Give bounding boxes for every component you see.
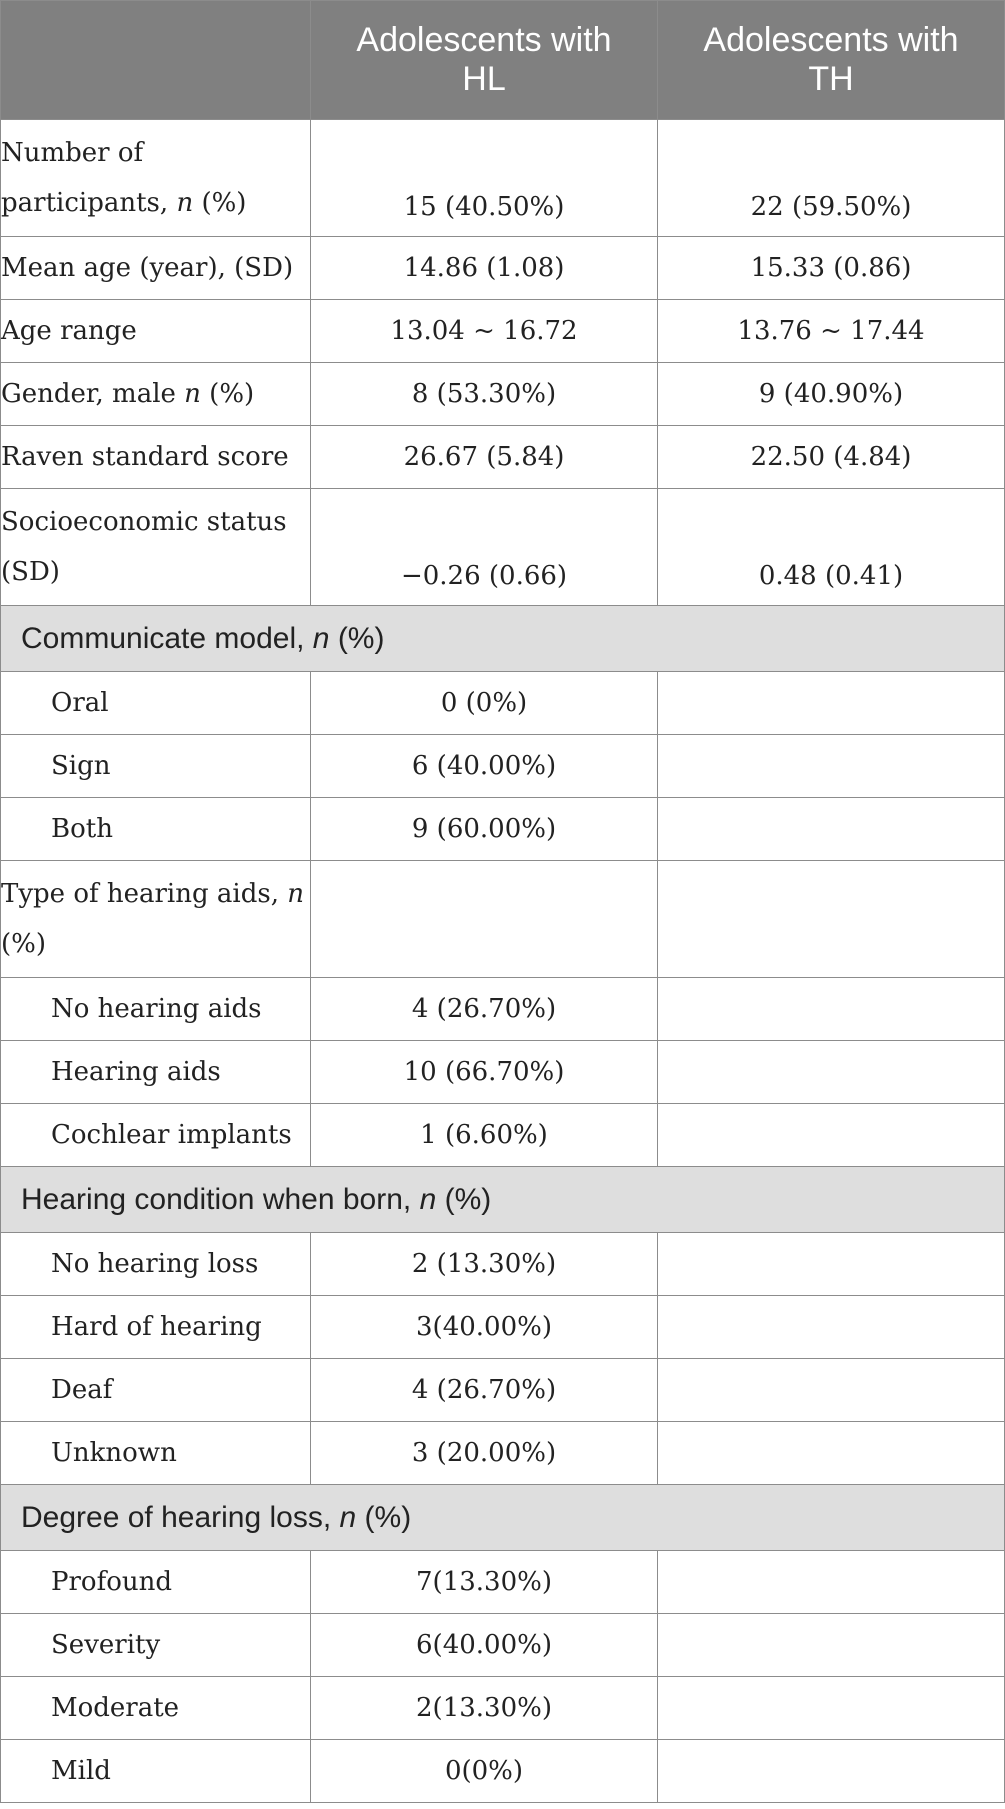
table-row: [1, 798, 1005, 861]
row-label: Mild: [1, 1740, 311, 1803]
row-label: Sign: [1, 735, 311, 798]
row-th: [658, 1296, 1005, 1359]
row-th: [658, 1104, 1005, 1167]
row-hl: 3(40.00%): [311, 1296, 658, 1359]
row-label: Hard of hearing: [1, 1296, 311, 1359]
ses-hl: −0.26 (0.66): [311, 489, 658, 606]
row-hl: 2(13.30%): [311, 1677, 658, 1740]
ses-th: 0.48 (0.41): [658, 489, 1005, 606]
age-range-th: 13.76 ~ 17.44: [658, 300, 1005, 363]
table-row: [1, 1740, 1005, 1803]
row-label: Severity: [1, 1614, 311, 1677]
hearing-aids-title-a: Type of hearing aids,: [1, 879, 288, 909]
participants-label-n: n: [176, 188, 194, 218]
row-hl: 4 (26.70%): [311, 978, 658, 1041]
table-row: [1, 1551, 1005, 1614]
communicate-section-title: [1, 606, 1005, 672]
row-label: Unknown: [1, 1422, 311, 1485]
mean-age-th: 15.33 (0.86): [658, 237, 1005, 300]
section-title-text: Degree of hearing loss,: [21, 1500, 340, 1534]
row-th: [658, 861, 1005, 978]
ses-label-b: (SD): [1, 557, 60, 587]
row-hl: 10 (66.70%): [311, 1041, 658, 1104]
raven-hl: 26.67 (5.84): [311, 426, 658, 489]
participants-th: 22 (59.50%): [658, 120, 1005, 237]
gender-hl: 8 (53.30%): [311, 363, 658, 426]
table-row: [1, 735, 1005, 798]
table-row: [1, 1296, 1005, 1359]
table-row: [1, 489, 1005, 606]
section-header: [1, 1485, 1005, 1551]
table-row: [1, 1677, 1005, 1740]
row-th: [658, 1233, 1005, 1296]
row-th: [658, 1551, 1005, 1614]
gender-label-c: (%): [200, 379, 255, 409]
row-hl: 3 (20.00%): [311, 1422, 658, 1485]
row-label: No hearing loss: [1, 1233, 311, 1296]
row-label: Profound: [1, 1551, 311, 1614]
row-th: [658, 1422, 1005, 1485]
table-row: [1, 1233, 1005, 1296]
section-title-text: Communicate model,: [21, 621, 313, 655]
degree-section-title: [1, 1485, 1005, 1551]
row-label: Cochlear implants: [1, 1104, 311, 1167]
row-label: Hearing aids: [1, 1041, 311, 1104]
table-row: [1, 237, 1005, 300]
table-row: [1, 1422, 1005, 1485]
row-th: [658, 1041, 1005, 1104]
header-hl-line1: Adolescents with: [356, 21, 612, 59]
gender-label-n: n: [184, 379, 201, 409]
raven-th: 22.50 (4.84): [658, 426, 1005, 489]
row-th: [658, 978, 1005, 1041]
row-th: [658, 672, 1005, 735]
header-th-line1: Adolescents with: [703, 21, 959, 59]
gender-th: 9 (40.90%): [658, 363, 1005, 426]
table-row: [1, 672, 1005, 735]
table-row: [1, 363, 1005, 426]
born-section-title: [1, 1167, 1005, 1233]
table-row: [1, 1104, 1005, 1167]
header-row: [1, 1, 1005, 120]
row-hl: 0 (0%): [311, 672, 658, 735]
mean-age-label: Mean age (year), (SD): [1, 237, 311, 300]
table-row: [1, 120, 1005, 237]
header-th-line2: TH: [808, 60, 854, 98]
section-header: [1, 606, 1005, 672]
section-title-n: n: [419, 1182, 437, 1216]
table-row: [1, 978, 1005, 1041]
row-label: Deaf: [1, 1359, 311, 1422]
row-th: [658, 1677, 1005, 1740]
hearing-aids-title: [1, 861, 311, 978]
row-label: No hearing aids: [1, 978, 311, 1041]
age-range-hl: 13.04 ~ 16.72: [311, 300, 658, 363]
row-th: [658, 1740, 1005, 1803]
row-label: Oral: [1, 672, 311, 735]
row-th: [658, 1614, 1005, 1677]
row-hl: 6 (40.00%): [311, 735, 658, 798]
row-th: [658, 798, 1005, 861]
table-row: [1, 861, 1005, 978]
section-title-pct: (%): [329, 621, 385, 655]
hearing-aids-title-n: n: [287, 879, 304, 909]
hearing-aids-title-b: (%): [1, 929, 46, 959]
table-row: [1, 426, 1005, 489]
ses-label: [1, 489, 311, 606]
table-row: [1, 1614, 1005, 1677]
participants-label-b: participants,: [1, 188, 177, 218]
ses-label-a: Socioeconomic status: [1, 507, 287, 537]
raven-label: Raven standard score: [1, 426, 311, 489]
participants-label-a: Number of: [1, 138, 144, 168]
gender-label-a: Gender, male: [1, 379, 185, 409]
row-hl: 9 (60.00%): [311, 798, 658, 861]
row-th: [658, 1359, 1005, 1422]
row-hl: [311, 861, 658, 978]
section-title-text: Hearing condition when born,: [21, 1182, 420, 1216]
table-row: [1, 300, 1005, 363]
gender-label: [1, 363, 311, 426]
row-hl: 2 (13.30%): [311, 1233, 658, 1296]
header-hl: [311, 1, 658, 120]
table-row: [1, 1041, 1005, 1104]
row-label: [1, 120, 311, 237]
section-header: [1, 1167, 1005, 1233]
row-th: [658, 735, 1005, 798]
header-hl-line2: HL: [462, 60, 506, 98]
row-label: Moderate: [1, 1677, 311, 1740]
table-row: [1, 1359, 1005, 1422]
section-title-pct: (%): [356, 1500, 412, 1534]
participants-hl: 15 (40.50%): [311, 120, 658, 237]
header-th: [658, 1, 1005, 120]
section-title-pct: (%): [436, 1182, 492, 1216]
row-hl: 6(40.00%): [311, 1614, 658, 1677]
age-range-label: Age range: [1, 300, 311, 363]
section-title-n: n: [339, 1500, 357, 1534]
mean-age-hl: 14.86 (1.08): [311, 237, 658, 300]
row-label: Both: [1, 798, 311, 861]
row-hl: 7(13.30%): [311, 1551, 658, 1614]
participants-label-c: (%): [193, 188, 247, 218]
header-blank-cell: [1, 1, 311, 120]
section-title-n: n: [312, 621, 330, 655]
row-hl: 4 (26.70%): [311, 1359, 658, 1422]
row-hl: 0(0%): [311, 1740, 658, 1803]
row-hl: 1 (6.60%): [311, 1104, 658, 1167]
